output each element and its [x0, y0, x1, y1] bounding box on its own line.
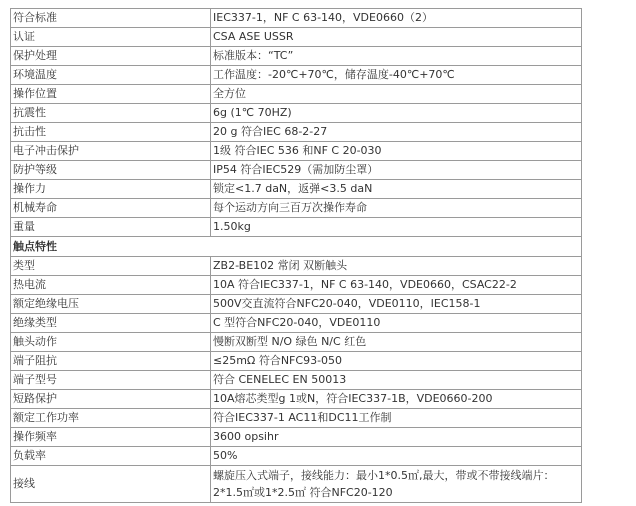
contact-label: 操作频率 — [11, 428, 211, 447]
spec-row — [11, 47, 582, 66]
spec-value: CSA ASE USSR — [211, 28, 582, 47]
contact-row — [11, 371, 582, 390]
spec-table — [10, 8, 582, 503]
spec-value: 1级 符合IEC 536 和NF C 20-030 — [211, 142, 582, 161]
contact-row — [11, 447, 582, 466]
spec-label: 防护等级 — [11, 161, 211, 180]
spec-label: 环境温度 — [11, 66, 211, 85]
spec-table-body — [11, 9, 582, 503]
contact-value: 符合IEC337-1 AC11和DC11工作制 — [211, 409, 582, 428]
spec-row — [11, 66, 582, 85]
spec-row — [11, 9, 582, 28]
contact-value: 500V交直流符合NFC20-040，VDE0110，IEC158-1 — [211, 295, 582, 314]
contact-row — [11, 390, 582, 409]
spec-value: 1.50kg — [211, 218, 582, 237]
contact-value: ZB2-BE102 常闭 双断触头 — [211, 257, 582, 276]
contact-label: 短路保护 — [11, 390, 211, 409]
spec-label: 重量 — [11, 218, 211, 237]
spec-value: 20 g 符合IEC 68-2-27 — [211, 123, 582, 142]
contact-label: 类型 — [11, 257, 211, 276]
spec-value: 每个运动方向三百万次操作寿命 — [211, 199, 582, 218]
wiring-label: 接线 — [11, 466, 211, 503]
contact-value: 符合 CENELEC EN 50013 — [211, 371, 582, 390]
spec-row — [11, 123, 582, 142]
spec-value: 6g (1℃ 70HZ) — [211, 104, 582, 123]
contact-row — [11, 295, 582, 314]
contact-value: 50% — [211, 447, 582, 466]
contact-label: 负载率 — [11, 447, 211, 466]
contact-label: 绝缘类型 — [11, 314, 211, 333]
contact-label: 端子阻抗 — [11, 352, 211, 371]
spec-label: 符合标准 — [11, 9, 211, 28]
contact-label: 额定绝缘电压 — [11, 295, 211, 314]
spec-label: 机械寿命 — [11, 199, 211, 218]
contact-value: ≤25mΩ 符合NFC93-050 — [211, 352, 582, 371]
spec-row — [11, 199, 582, 218]
spec-value: 工作温度：-20℃+70℃，储存温度-40℃+70℃ — [211, 66, 582, 85]
spec-row — [11, 85, 582, 104]
contact-value: 3600 opsihr — [211, 428, 582, 447]
spec-label: 认证 — [11, 28, 211, 47]
spec-row — [11, 28, 582, 47]
spec-row — [11, 180, 582, 199]
spec-label: 保护处理 — [11, 47, 211, 66]
contact-value: C 型符合NFC20-040，VDE0110 — [211, 314, 582, 333]
spec-label: 抗震性 — [11, 104, 211, 123]
wiring-value: 螺旋压入式端子，接线能力：最小1*0.5㎡,最大，带或不带接线端片：2*1.5㎡或1*2.5㎡ 符合NFC20-120 — [211, 466, 582, 503]
contact-row — [11, 409, 582, 428]
contact-label: 端子型号 — [11, 371, 211, 390]
contact-row — [11, 314, 582, 333]
contact-value: 10A 符合IEC337-1，NF C 63-140，VDE0660，CSAC22-2 — [211, 276, 582, 295]
contact-value: 慢断双断型 N/O 绿色 N/C 红色 — [211, 333, 582, 352]
spec-value: IP54 符合IEC529（需加防尘罩） — [211, 161, 582, 180]
contact-row — [11, 333, 582, 352]
contact-label: 额定工作功率 — [11, 409, 211, 428]
spec-row — [11, 104, 582, 123]
section-header-row — [11, 237, 582, 257]
spec-row — [11, 161, 582, 180]
spec-label: 操作力 — [11, 180, 211, 199]
contact-row — [11, 428, 582, 447]
section-title: 触点特性 — [11, 237, 582, 257]
contact-value: 10A熔芯类型g 1或N，符合IEC337-1B，VDE0660-200 — [211, 390, 582, 409]
spec-value: 全方位 — [211, 85, 582, 104]
spec-label: 电子冲击保护 — [11, 142, 211, 161]
spec-value: IEC337-1，NF C 63-140，VDE0660（2） — [211, 9, 582, 28]
contact-label: 热电流 — [11, 276, 211, 295]
contact-row — [11, 352, 582, 371]
contact-row — [11, 257, 582, 276]
wiring-row — [11, 466, 582, 503]
contact-label: 触头动作 — [11, 333, 211, 352]
spec-value: 标准版本：“TC” — [211, 47, 582, 66]
spec-label: 操作位置 — [11, 85, 211, 104]
spec-row — [11, 142, 582, 161]
spec-value: 锁定<1.7 daN，返弹<3.5 daN — [211, 180, 582, 199]
spec-row — [11, 218, 582, 237]
contact-row — [11, 276, 582, 295]
spec-label: 抗击性 — [11, 123, 211, 142]
